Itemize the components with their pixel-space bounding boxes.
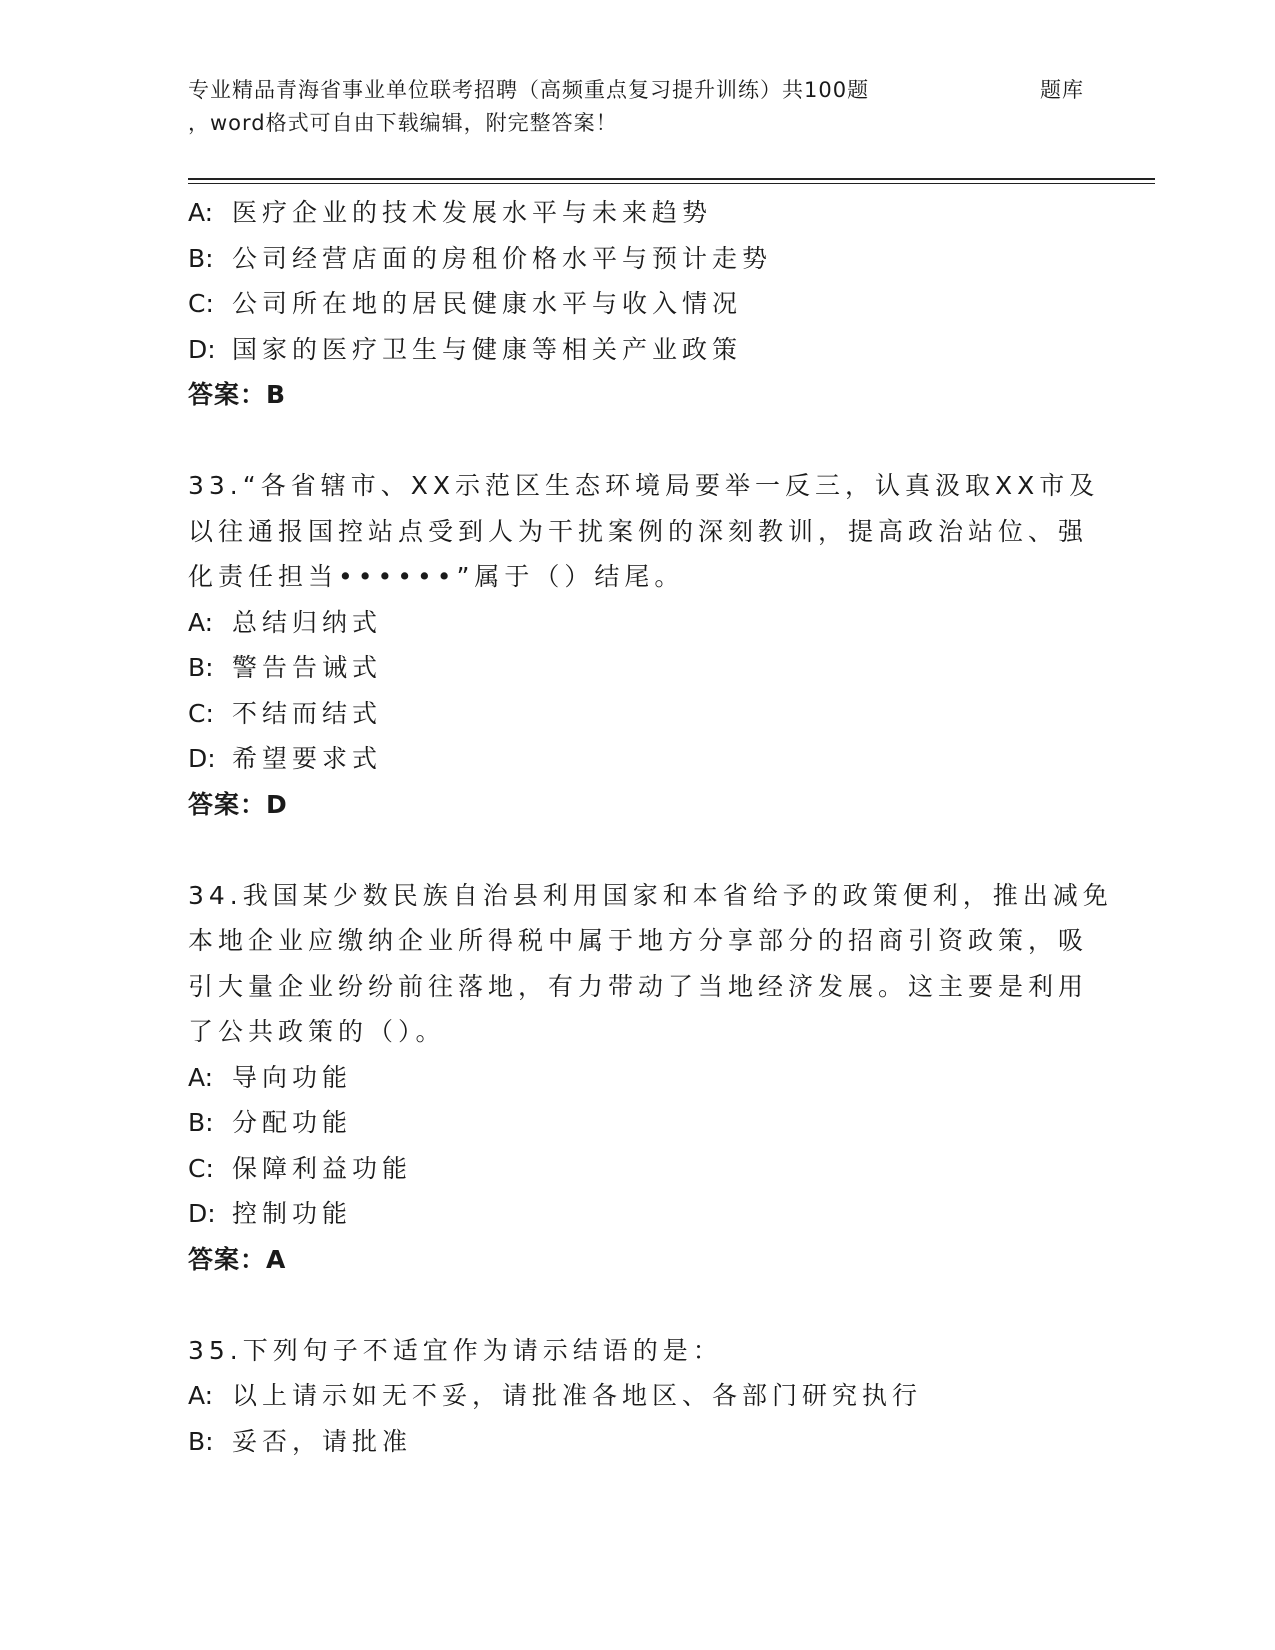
question-block-34 — [188, 873, 1113, 1283]
option-text: 不结而结式 — [232, 698, 383, 728]
option-b — [188, 1419, 1068, 1465]
option-text: 国家的医疗卫生与健康等相关产业政策 — [232, 334, 743, 364]
option-text: 警告告诫式 — [232, 653, 383, 682]
question-stem — [188, 1328, 1068, 1374]
stem-line: 了公共政策的（）。 — [188, 1017, 446, 1046]
stem-line: 以往通报国控站点受到人为干扰案例的深刻教训，提高政治站位、强 — [188, 516, 1089, 546]
option-letter: C: — [188, 289, 214, 318]
option-letter: B: — [188, 243, 214, 273]
option-text: 分配功能 — [232, 1108, 353, 1137]
option-text: 公司经营店面的房租价格水平与预计走势 — [232, 243, 773, 273]
stem-line: 引大量企业纷纷前往落地，有力带动了当地经济发展。这主要是利用 — [188, 971, 1089, 1001]
stem-line: 33.“各省辖市、XX示范区生态环境局要举一反三，认真汲取XX市及 — [188, 471, 1100, 500]
spacer — [188, 418, 1068, 464]
question-block-35 — [188, 1328, 1068, 1465]
option-text: 公司所在地的居民健康水平与收入情况 — [232, 289, 743, 318]
option-a — [188, 190, 1068, 236]
option-text: 希望要求式 — [232, 744, 383, 773]
question-block-prev — [188, 190, 1068, 418]
option-letter: A: — [188, 1062, 214, 1092]
option-b — [188, 236, 1068, 282]
spacer — [188, 827, 1068, 873]
option-letter: B: — [188, 1108, 214, 1137]
option-a — [188, 1055, 1068, 1101]
option-d — [188, 327, 1068, 373]
option-text: 医疗企业的技术发展水平与未来趋势 — [232, 198, 713, 227]
header-subtitle: ，word格式可自由下载编辑，附完整答案！ — [188, 111, 618, 135]
option-text: 控制功能 — [232, 1199, 353, 1228]
option-d — [188, 1191, 1068, 1237]
option-letter: A: — [188, 1381, 214, 1410]
option-letter: A: — [188, 198, 214, 227]
option-c — [188, 1146, 1068, 1192]
option-b — [188, 645, 1068, 691]
header-title: 专业精品青海省事业单位联考招聘（高频重点复习提升训练）共100题 — [188, 78, 870, 102]
option-b — [188, 1100, 1068, 1146]
answer-line: 答案：A — [188, 1244, 287, 1274]
stem-line: 化责任担当••••••”属于（）结尾。 — [188, 562, 685, 591]
option-text: 妥否，请批准 — [232, 1426, 413, 1456]
stem-line: 本地企业应缴纳企业所得税中属于地方分享部分的招商引资政策，吸 — [188, 926, 1089, 955]
option-text: 保障利益功能 — [232, 1153, 413, 1183]
option-letter: D: — [188, 744, 216, 773]
page-header — [188, 74, 1088, 140]
answer-line: 答案：B — [188, 380, 287, 409]
answer-line: 答案：D — [188, 789, 288, 819]
stem-line: 35.下列句子不适宜作为请示结语的是： — [188, 1335, 723, 1365]
option-letter: B: — [188, 1426, 214, 1456]
option-letter: D: — [188, 334, 216, 364]
question-stem — [188, 873, 1113, 1055]
option-text: 导向功能 — [232, 1062, 353, 1092]
option-text: 总结归纳式 — [232, 607, 383, 637]
option-c — [188, 691, 1068, 737]
document-body — [188, 190, 1113, 1464]
option-c — [188, 281, 1068, 327]
question-block-33 — [188, 463, 1100, 827]
question-stem — [188, 463, 1100, 600]
option-d — [188, 736, 1068, 782]
option-letter: C: — [188, 1153, 214, 1183]
option-letter: B: — [188, 653, 214, 682]
header-rule-thin — [188, 183, 1155, 184]
header-rule-thick — [188, 178, 1155, 180]
option-text: 以上请示如无不妥，请批准各地区、各部门研究执行 — [232, 1381, 923, 1410]
stem-line: 34.我国某少数民族自治县利用国家和本省给予的政策便利，推出减免 — [188, 880, 1113, 910]
spacer — [188, 1282, 1068, 1328]
option-letter: C: — [188, 698, 214, 728]
option-a — [188, 1373, 1068, 1419]
option-a — [188, 600, 1068, 646]
option-letter: D: — [188, 1199, 216, 1228]
header-title-line — [188, 74, 1088, 107]
header-tag: 题库 — [1040, 78, 1084, 102]
option-letter: A: — [188, 607, 214, 637]
